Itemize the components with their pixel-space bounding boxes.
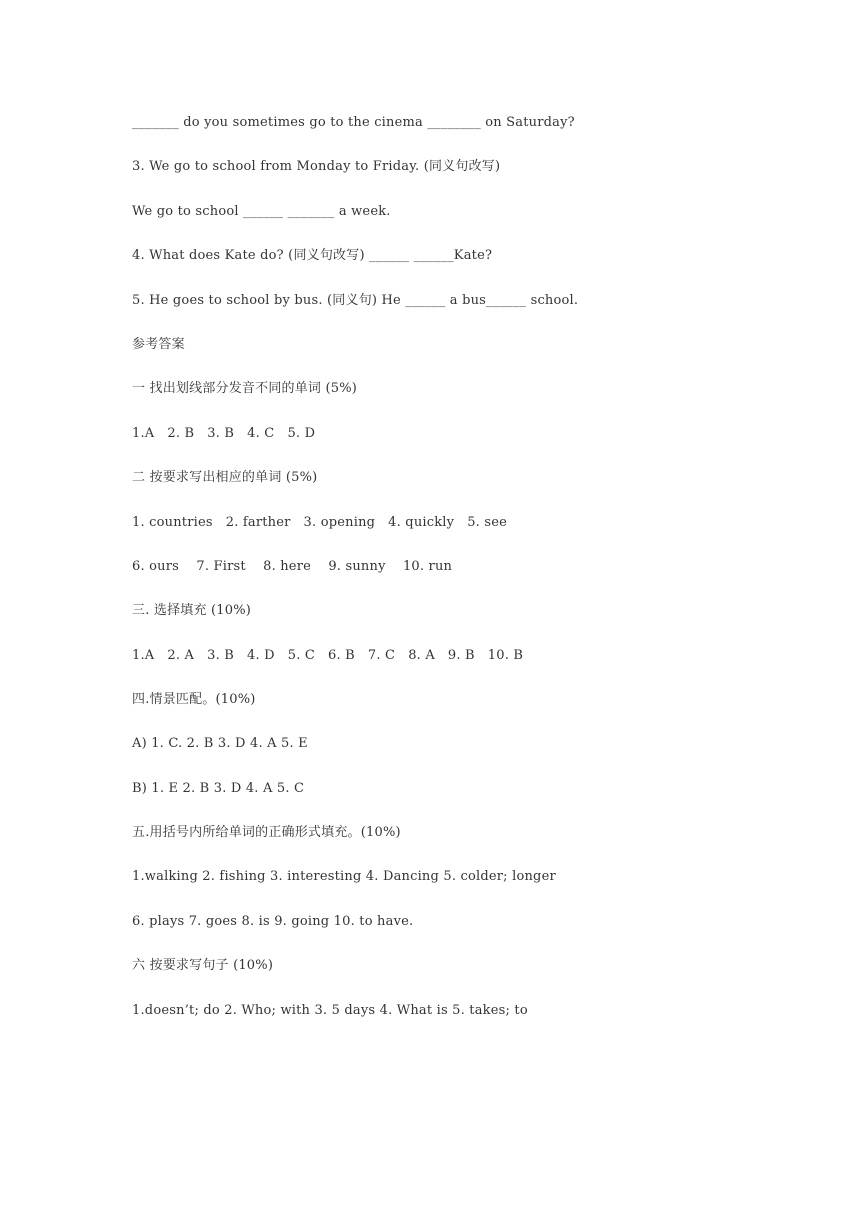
section-4-heading: 四.情景匹配。(10%) bbox=[132, 692, 256, 707]
answer-key-heading: 参考答案 bbox=[132, 337, 185, 352]
section-1-heading: 一 找出划线部分发音不同的单词 (5%) bbox=[132, 381, 358, 396]
section-6-heading: 六 按要求写句子 (10%) bbox=[132, 958, 274, 973]
section-1-answers: 1.A 2. B 3. B 4. C 5. D bbox=[132, 426, 316, 441]
section-2-heading: 二 按要求写出相应的单词 (5%) bbox=[132, 470, 318, 485]
section-5-heading: 五.用括号内所给单词的正确形式填充。(10%) bbox=[132, 825, 401, 840]
section-5-answers-a: 1.walking 2. fishing 3. interesting 4. Dancing 5. colder; longer bbox=[132, 869, 556, 884]
section-4-answers-a: A) 1. C. 2. B 3. D 4. A 5. E bbox=[132, 736, 308, 751]
section-6-answers: 1.doesn’t; do 2. Who; with 3. 5 days 4. What is 5. takes; to bbox=[132, 1003, 528, 1018]
section-2-answers-a: 1. countries 2. farther 3. opening 4. quickly 5. see bbox=[132, 515, 507, 530]
question-3-blank-line: We go to school ______ _______ a week. bbox=[132, 204, 391, 219]
question-3: 3. We go to school from Monday to Friday. (同义句改写) bbox=[132, 159, 501, 174]
question-4: 4. What does Kate do? (同义句改写) ______ ______Kate? bbox=[132, 248, 493, 263]
section-4-answers-b: B) 1. E 2. B 3. D 4. A 5. C bbox=[132, 781, 305, 796]
question-2-blank-line: _______ do you sometimes go to the cinema ________ on Saturday? bbox=[132, 115, 575, 130]
section-2-answers-b: 6. ours 7. First 8. here 9. sunny 10. run bbox=[132, 559, 453, 574]
question-5: 5. He goes to school by bus. (同义句) He ______ a bus______ school. bbox=[132, 293, 579, 308]
section-3-heading: 三. 选择填充 (10%) bbox=[132, 603, 252, 618]
section-5-answers-b: 6. plays 7. goes 8. is 9. going 10. to have. bbox=[132, 914, 414, 929]
section-3-answers: 1.A 2. A 3. B 4. D 5. C 6. B 7. C 8. A 9. B 10. B bbox=[132, 648, 524, 663]
